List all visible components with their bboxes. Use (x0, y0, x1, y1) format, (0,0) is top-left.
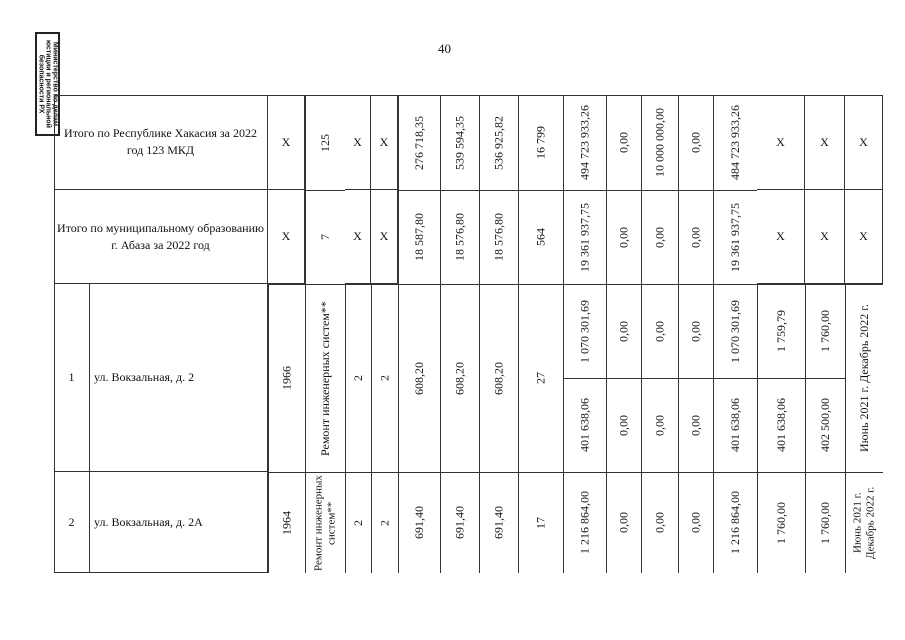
row1-top-c9: 1 070 301,69 (563, 284, 606, 378)
total-region-c12: 0,00 (678, 95, 713, 190)
row2-year: 1964 (268, 472, 305, 573)
row1-bottom-c10: 0,00 (606, 378, 641, 472)
row1-c6: 608,20 (440, 284, 479, 472)
total-abaza-c9: 19 361 937,75 (563, 190, 606, 284)
total-abaza-c6: 18 576,80 (440, 190, 479, 284)
row1-top-c11: 0,00 (641, 284, 678, 378)
row1-bottom-c12: 0,00 (678, 378, 713, 472)
total-abaza-c8: 564 (518, 190, 563, 284)
total-region-c6: 539 594,35 (440, 95, 479, 190)
total-abaza-c10: 0,00 (606, 190, 641, 284)
row1-top-c10: 0,00 (606, 284, 641, 378)
total-region-c7: 536 925,82 (479, 95, 518, 190)
row2-c12: 0,00 (678, 472, 713, 573)
total-abaza-c4: X (371, 190, 398, 284)
row1-bottom-c9: 401 638,06 (563, 378, 606, 472)
total-abaza-c11: 0,00 (641, 190, 678, 284)
row2-c13: 1 216 864,00 (713, 472, 757, 573)
row1-c8: 27 (518, 284, 563, 472)
row1-top-c13: 1 070 301,69 (713, 284, 757, 378)
total-region-c13: 484 723 933,26 (713, 95, 757, 190)
total-abaza-label: Итого по муниципальному образованию г. Абаза за 2022 год (54, 190, 268, 284)
page-number: 40 (438, 41, 451, 56)
row2-c8: 17 (518, 472, 563, 573)
total-abaza-c13: 19 361 937,75 (713, 190, 757, 284)
total-region-c9: 494 723 933,26 (563, 95, 606, 190)
row2-address: ул. Вокзальная, д. 2А (90, 472, 268, 573)
total-abaza-c5: 18 587,80 (398, 190, 440, 284)
total-region-c8: 16 799 (518, 95, 563, 190)
row1-top-c12: 0,00 (678, 284, 713, 378)
total-region-c1: X (268, 95, 305, 190)
total-region-label: Итого по Республике Хакасия за 2022 год 123 МКД (54, 95, 268, 190)
total-region-c5: 276 718,35 (398, 95, 440, 190)
row1-c7: 608,20 (479, 284, 518, 472)
row2-c14: 1 760,00 (757, 472, 805, 573)
total-abaza-c16: X (845, 190, 883, 284)
row2-c11: 0,00 (641, 472, 678, 573)
row1-c5: 608,20 (398, 284, 440, 472)
total-abaza-c1: X (268, 190, 305, 284)
row2-c15: 1 760,00 (805, 472, 845, 573)
stamp-text: Министерство по делам юстиции и региональной безопасности РХ (37, 40, 58, 128)
total-region-c2: 125 (305, 95, 345, 190)
row1-period: Июнь 2021 г. Декабрь 2022 г. (845, 284, 883, 472)
row2-c4: 2 (371, 472, 398, 573)
capital-repair-table (54, 95, 883, 573)
row2-period: Июнь 2021 г. Декабрь 2022 г. (845, 472, 883, 573)
row2-work-type: Ремонт инженерных систем** (305, 472, 345, 573)
row1-bottom-c13: 401 638,06 (713, 378, 757, 472)
row1-bottom-c11: 0,00 (641, 378, 678, 472)
total-abaza-c3: X (345, 190, 371, 284)
total-region-c4: X (371, 95, 398, 190)
row1-work-type: Ремонт инженерных систем** (305, 284, 345, 472)
row2-c6: 691,40 (440, 472, 479, 573)
row2-number: 2 (54, 472, 90, 573)
row1-bottom-c15: 402 500,00 (805, 378, 845, 472)
row1-c4: 2 (371, 284, 398, 472)
row2-c9: 1 216 864,00 (563, 472, 606, 573)
total-abaza-c14: X (757, 190, 805, 284)
total-abaza-c7: 18 576,80 (479, 190, 518, 284)
total-abaza-c2: 7 (305, 190, 345, 284)
total-region-c16: X (845, 95, 883, 190)
total-region-c11: 10 000 000,00 (641, 95, 678, 190)
row1-top-c15: 1 760,00 (805, 284, 845, 378)
total-region-c14: X (757, 95, 805, 190)
row2-c3: 2 (345, 472, 371, 573)
row1-c3: 2 (345, 284, 371, 472)
row1-number: 1 (54, 284, 90, 472)
row2-c5: 691,40 (398, 472, 440, 573)
row2-c10: 0,00 (606, 472, 641, 573)
row1-bottom-c14: 401 638,06 (757, 378, 805, 472)
row1-address: ул. Вокзальная, д. 2 (90, 284, 268, 472)
total-region-c10: 0,00 (606, 95, 641, 190)
row2-c7: 691,40 (479, 472, 518, 573)
row1-year: 1966 (268, 284, 305, 472)
row1-top-c14: 1 759,79 (757, 284, 805, 378)
total-region-c15: X (805, 95, 845, 190)
total-abaza-c12: 0,00 (678, 190, 713, 284)
total-region-c3: X (345, 95, 371, 190)
total-abaza-c15: X (805, 190, 845, 284)
